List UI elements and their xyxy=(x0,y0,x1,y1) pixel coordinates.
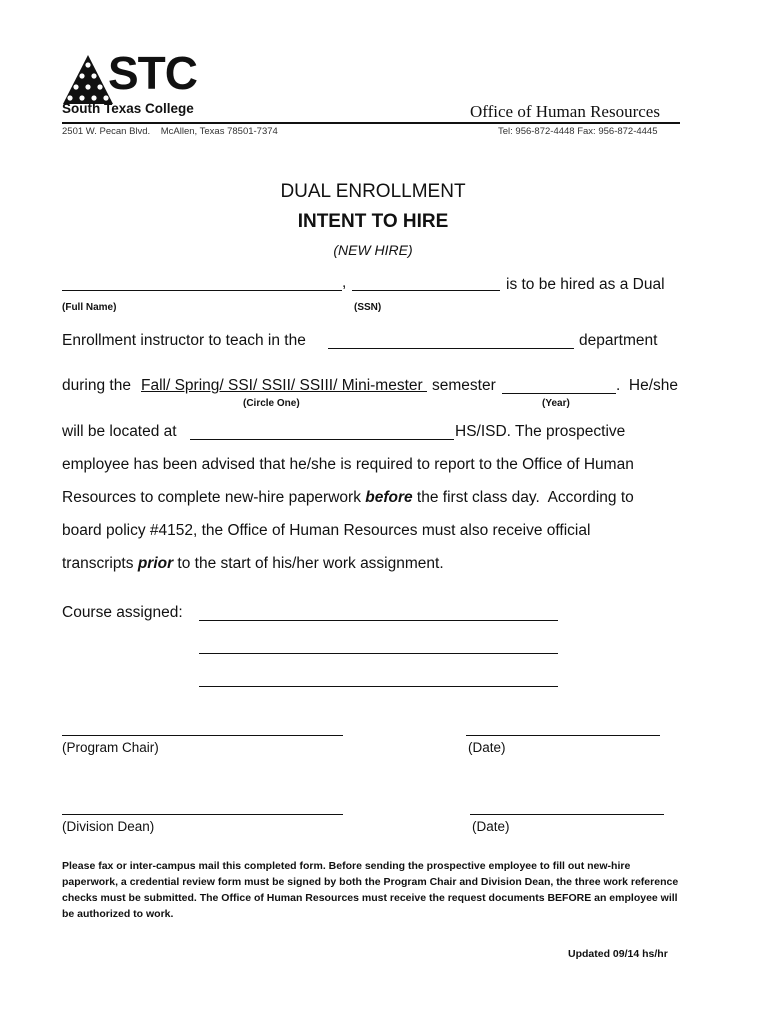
course-field-2[interactable] xyxy=(199,653,558,654)
department-field[interactable] xyxy=(328,348,574,349)
program-chair-date-field[interactable] xyxy=(466,735,660,736)
year-label: (Year) xyxy=(542,398,570,409)
during-text: during the xyxy=(62,377,131,394)
prior-emphasis: prior xyxy=(137,555,174,572)
hired-text: is to be hired as a Dual xyxy=(506,276,665,293)
ssn-field[interactable] xyxy=(352,290,500,291)
date-label-2: (Date) xyxy=(472,819,510,834)
paragraph-line-2 xyxy=(62,489,634,507)
course-field-3[interactable] xyxy=(199,686,558,687)
updated-note: Updated 09/14 hs/hr xyxy=(568,948,668,960)
semester-options[interactable]: Fall/ Spring/ SSI/ SSII/ SSIII/ Mini-mester xyxy=(141,377,427,394)
semester-text: semester xyxy=(432,377,496,394)
stc-logo-mark-icon xyxy=(62,54,114,106)
contact-info: Tel: 956-872-4448 Fax: 956-872-4445 xyxy=(498,126,658,137)
course-field-1[interactable] xyxy=(199,620,558,621)
year-field[interactable] xyxy=(502,393,616,394)
course-label: Course assigned: xyxy=(62,604,183,621)
office-name: Office of Human Resources xyxy=(470,102,660,121)
footer-note: Please fax or inter-campus mail this completed form. Before sending the prospective employee to fill out new-hire paperwork, a credential review form must be signed by both the Program Chair and Division Dean, the three work reference checks must be submitted. The Office of Human Resources must receive the request documents BEFORE an employee will be authorized to work. xyxy=(62,860,679,920)
circle-one-label: (Circle One) xyxy=(243,398,300,409)
heshe-text: . He/she xyxy=(616,377,679,394)
program-chair-label: (Program Chair) xyxy=(62,740,159,755)
full-name-label: (Full Name) xyxy=(62,302,117,313)
department-text: department xyxy=(579,332,658,349)
located-text: will be located at xyxy=(62,423,177,440)
paragraph-line-4-a: transcripts xyxy=(62,555,138,572)
full-name-field[interactable] xyxy=(62,290,342,291)
comma: , xyxy=(342,274,347,291)
header-rule xyxy=(62,122,680,124)
division-dean-label: (Division Dean) xyxy=(62,819,155,834)
paragraph-line-4-b: to the start of his/her work assignment. xyxy=(173,555,444,572)
hsisd-text: HS/ISD. The prospective xyxy=(455,423,626,440)
page-subtitle: INTENT TO HIRE xyxy=(297,211,449,232)
paragraph-line-3: board policy #4152, the Office of Human Resources must also receive official xyxy=(62,522,591,539)
stc-logo-text: STC xyxy=(108,47,197,99)
page-note: (NEW HIRE) xyxy=(333,242,413,258)
date-label-1: (Date) xyxy=(468,740,506,755)
paragraph-line-2-b: the first class day. According to xyxy=(412,489,634,506)
page-title: DUAL ENROLLMENT xyxy=(280,181,466,202)
program-chair-signature-field[interactable] xyxy=(62,735,343,736)
instructor-text: Enrollment instructor to teach in the xyxy=(62,332,306,349)
paragraph-line-2-a: Resources to complete new-hire paperwork xyxy=(62,489,366,506)
division-dean-signature-field[interactable] xyxy=(62,814,343,815)
location-field[interactable] xyxy=(190,439,454,440)
before-emphasis: before xyxy=(365,489,413,506)
college-name: South Texas College xyxy=(62,101,194,116)
division-dean-date-field[interactable] xyxy=(470,814,664,815)
address: 2501 W. Pecan Blvd. McAllen, Texas 78501-7374 xyxy=(62,126,278,137)
ssn-label: (SSN) xyxy=(354,302,382,313)
paragraph-line-1: employee has been advised that he/she is required to report to the Office of Human xyxy=(62,456,634,473)
paragraph-line-4 xyxy=(62,555,444,573)
